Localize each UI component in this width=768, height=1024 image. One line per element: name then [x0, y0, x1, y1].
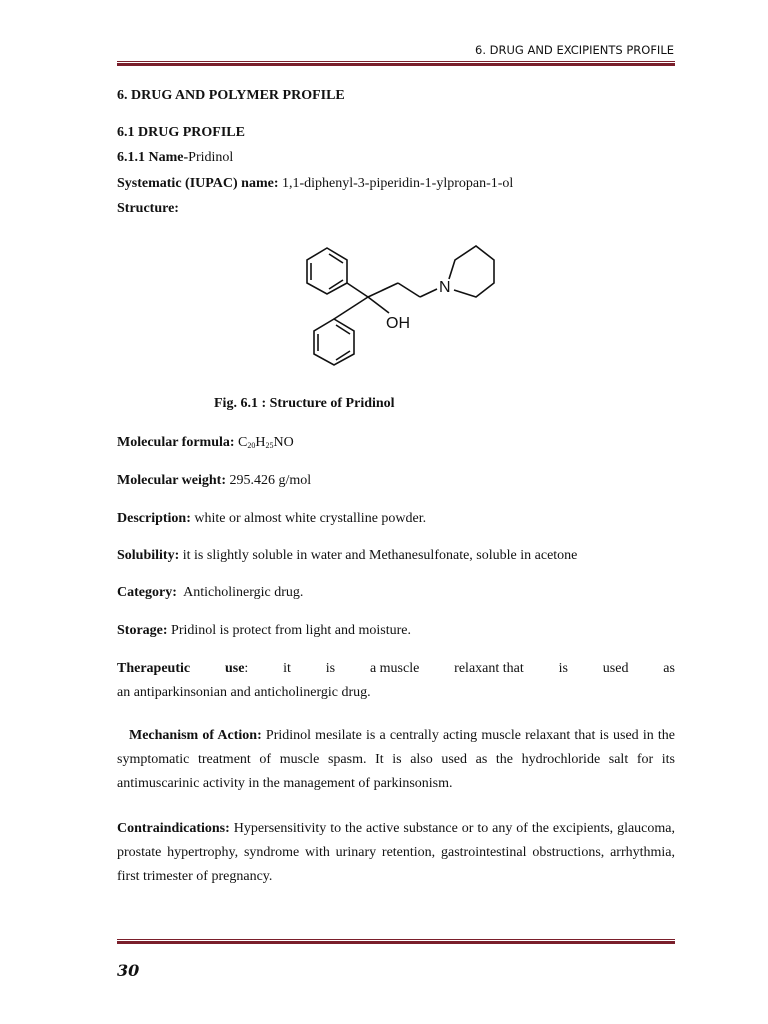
molecular-formula-value: $C_{20}H_{25}NO$: [238, 435, 294, 450]
mechanism-label: Mechanism of Action:: [129, 728, 262, 743]
therapeutic-use-paragraph: [117, 657, 675, 705]
therapeutic-use-label-word2: use:: [224, 661, 249, 676]
hydroxyl-group-label: OH: [386, 315, 410, 332]
page-number: 30: [117, 961, 140, 980]
solubility-value: it is slightly soluble in water and Methanesulfonate, soluble in acetone: [182, 548, 578, 563]
name-value: Pridinol: [188, 150, 234, 165]
phenyl-ring-upper: [307, 248, 347, 294]
iupac-label: Systematic (IUPAC) name:: [117, 176, 279, 191]
contraindications-paragraph: [117, 817, 675, 889]
molecular-formula-line: [117, 431, 675, 455]
structure-label: Structure:: [117, 201, 179, 216]
running-header: 6. DRUG AND EXCIPIENTS PROFILE: [475, 43, 674, 57]
footer-rule: [117, 939, 675, 944]
header-rule: [117, 61, 675, 66]
contraindications-label: Contraindications:: [117, 821, 230, 836]
description-label: Description:: [117, 511, 191, 526]
molecular-weight-value: 295.426 g/mol: [229, 473, 312, 488]
therapeutic-use-label-word1: Therapeutic: [117, 661, 191, 676]
category-line: [117, 581, 675, 605]
iupac-value: 1,1-diphenyl-3-piperidin-1-ylpropan-1-ol: [281, 176, 514, 191]
bond-c3-n: [420, 289, 437, 297]
molecular-formula-label: Molecular formula:: [117, 435, 235, 450]
molecular-weight-line: [117, 469, 675, 493]
category-label: Category:: [117, 585, 177, 600]
therapeutic-use-line1: [117, 657, 675, 681]
description-value: white or almost white crystalline powder.: [194, 511, 427, 526]
therapeutic-use-word: is: [558, 661, 568, 676]
therapeutic-use-word: is: [325, 661, 336, 676]
figure-caption: Fig. 6.1 : Structure of Pridinol: [214, 396, 395, 411]
therapeutic-use-word: a muscle: [369, 661, 420, 676]
bond-c1-phenyl-lower: [334, 297, 368, 319]
piperidine-ring: [449, 246, 494, 297]
section-title: 6.1 DRUG PROFILE: [117, 125, 245, 140]
mechanism-value: Pridinol mesilate is a centrally acting muscle relaxant that is used in the symptomatic treatment of muscle spasm. It is also used as the hydrochloride salt for its antimuscarinic activity in the management of parkinsonism.: [117, 728, 675, 791]
name-line: [117, 146, 675, 170]
category-value: Anticholinergic drug.: [183, 585, 304, 600]
bond-c1-phenyl-upper: [347, 283, 368, 297]
molecular-weight-label: Molecular weight:: [117, 473, 226, 488]
therapeutic-use-word: as: [663, 661, 675, 676]
chapter-title: 6. DRUG AND POLYMER PROFILE: [117, 88, 345, 103]
bond-c2-c3: [398, 283, 420, 297]
therapeutic-use-line2: an antiparkinsonian and anticholinergic drug.: [117, 685, 371, 700]
bond-c1-oh: [368, 297, 389, 313]
pridinol-structure-diagram: [280, 232, 510, 382]
phenyl-ring-lower: [314, 319, 354, 365]
nitrogen-atom-label: N: [439, 279, 451, 296]
iupac-line: [117, 172, 675, 196]
contraindications-value: Hypersensitivity to the active substance or to any of the excipients, glaucoma, prostate hypertrophy, syndrome with urinary retention, gastrointestinal obstructions, arrhythmia, first trimester of pregnancy.: [117, 821, 676, 884]
therapeutic-use-word: relaxant that: [454, 661, 524, 676]
storage-label: Storage:: [117, 623, 168, 638]
solubility-label: Solubility:: [117, 548, 180, 563]
name-label: 6.1.1 Name-: [117, 150, 189, 165]
therapeutic-use-word: used: [602, 661, 629, 676]
bond-c1-c2: [368, 283, 398, 297]
therapeutic-use-word: it: [283, 661, 291, 676]
solubility-line: [117, 544, 675, 568]
storage-line: [117, 619, 675, 643]
storage-value: Pridinol is protect from light and moisture.: [171, 623, 411, 638]
mechanism-paragraph: [117, 724, 675, 796]
description-line: [117, 507, 675, 531]
